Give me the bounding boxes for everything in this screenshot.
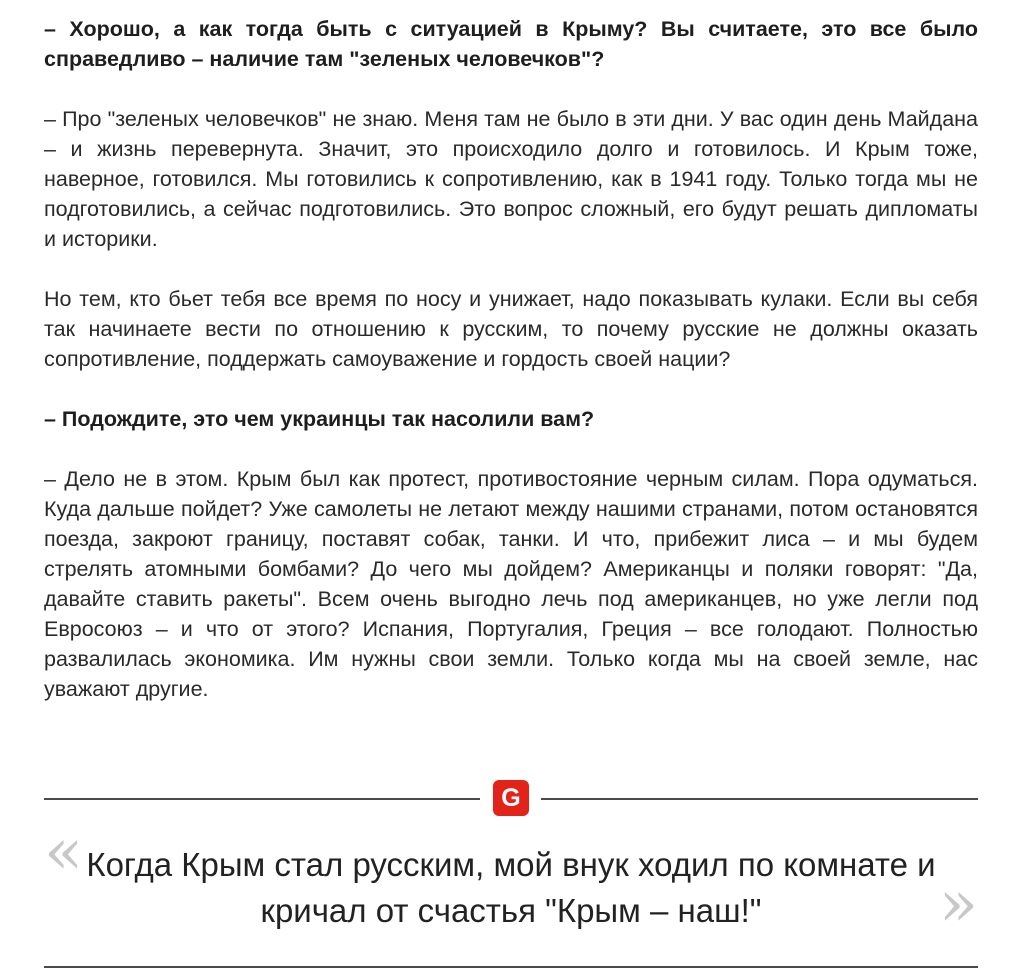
quote-close-icon: » bbox=[938, 867, 978, 941]
quote-open-icon: « bbox=[44, 815, 84, 889]
gordon-logo-icon: G bbox=[493, 780, 529, 816]
interview-question: – Хорошо, а как тогда быть с ситуацией в Крыму? Вы считаете, это все было справедливо – наличие там "зеленых человечков"? bbox=[44, 17, 978, 71]
pull-quote-text: Когда Крым стал русским, мой внук ходил по комнате и кричал от счастья "Крым – наш!" bbox=[86, 846, 936, 929]
interview-answer: Но тем, кто бьет тебя все время по носу и унижает, надо показывать кулаки. Если вы себя так начинаете вести по отношению к русским, то почему русские не должны оказать сопротивление, поддержать самоуважение и гордость своей нации? bbox=[44, 287, 978, 371]
bottom-divider bbox=[44, 966, 978, 968]
divider-line-right bbox=[541, 798, 978, 800]
divider-line-left bbox=[44, 798, 480, 800]
interview-answer: – Дело не в этом. Крым был как протест, противостояние черным силам. Пора одуматься. Куда дальше пойдет? Уже самолеты не летают между нашими странами, потом остановятся поезда, закроют границу, поставят собак, танки. И что, прибежит лиса – и мы будем стрелять атомными бомбами? До чего мы дойдем? Американцы и поляки говорят: "Да, давайте ставить ракеты". Всем очень выгодно лечь под американцев, но уже легли под Евросоюз – и что от этого? Испания, Португалия, Греция – все голодают. Полностью развалилась экономика. Им нужны свои земли. Только когда мы на своей земле, нас уважают другие. bbox=[44, 467, 978, 701]
interview-answer: – Про "зеленых человечков" не знаю. Меня там не было в эти дни. У вас один день Майдана – и жизнь перевернута. Значит, это происходило долго и готовилось. И Крым тоже, наверное, готовился. Мы готовились к сопротивлению, как в 1941 году. Только тогда мы не подготовились, а сейчас подготовились. Это вопрос сложный, его будут решать дипломаты и историки. bbox=[44, 107, 978, 251]
interview-question: – Подождите, это чем украинцы так насолили вам? bbox=[44, 407, 595, 431]
section-divider bbox=[44, 780, 978, 816]
article-body bbox=[44, 14, 978, 734]
pull-quote bbox=[44, 815, 978, 941]
